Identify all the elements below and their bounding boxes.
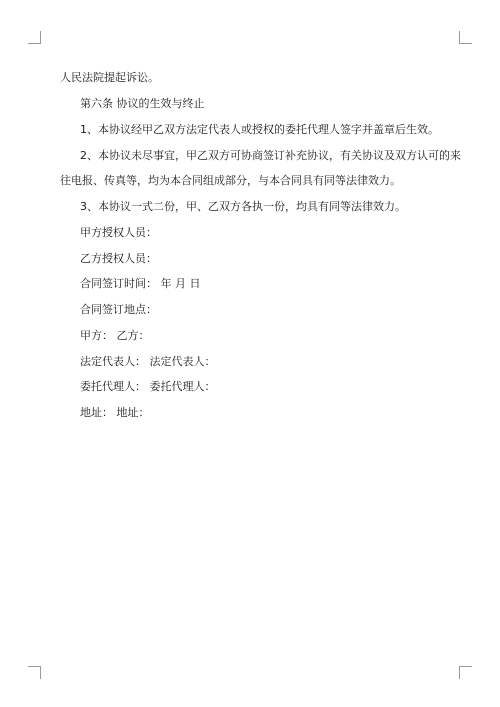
party-b-authorized-person: 乙方授权人员： — [80, 252, 157, 265]
signing-date: 合同签订时间： 年 月 日 — [80, 277, 201, 290]
addresses-line: 地址： 地址： — [80, 406, 150, 419]
clause-2-line-1: 2、本协议未尽事宜，甲乙双方可协商签订补充协议，有关协议及双方认可的来 — [80, 149, 461, 162]
paragraph-continuation: 人民法院提起诉讼。 — [60, 71, 159, 84]
crop-mark-top-right — [459, 31, 472, 44]
clause-3: 3、本协议一式二份，甲、乙双方各执一份，均具有同等法律效力。 — [80, 200, 406, 213]
legal-representatives-line: 法定代表人： 法定代表人： — [80, 355, 216, 368]
authorized-agents-line: 委托代理人： 委托代理人： — [80, 380, 216, 393]
signing-location: 合同签订地点： — [80, 303, 157, 316]
article-heading: 第六条 协议的生效与终止 — [80, 97, 205, 110]
party-a-authorized-person: 甲方授权人员： — [80, 226, 157, 239]
clause-1: 1、本协议经甲乙双方法定代表人或授权的委托代理人签字并盖章后生效。 — [80, 123, 439, 136]
crop-mark-bottom-left — [28, 666, 41, 679]
crop-mark-bottom-right — [459, 666, 472, 679]
parties-line: 甲方： 乙方： — [80, 329, 150, 342]
crop-mark-top-left — [28, 31, 41, 44]
clause-2-line-2: 往电报、传真等，均为本合同组成部分，与本合同具有同等法律效力。 — [60, 174, 401, 187]
